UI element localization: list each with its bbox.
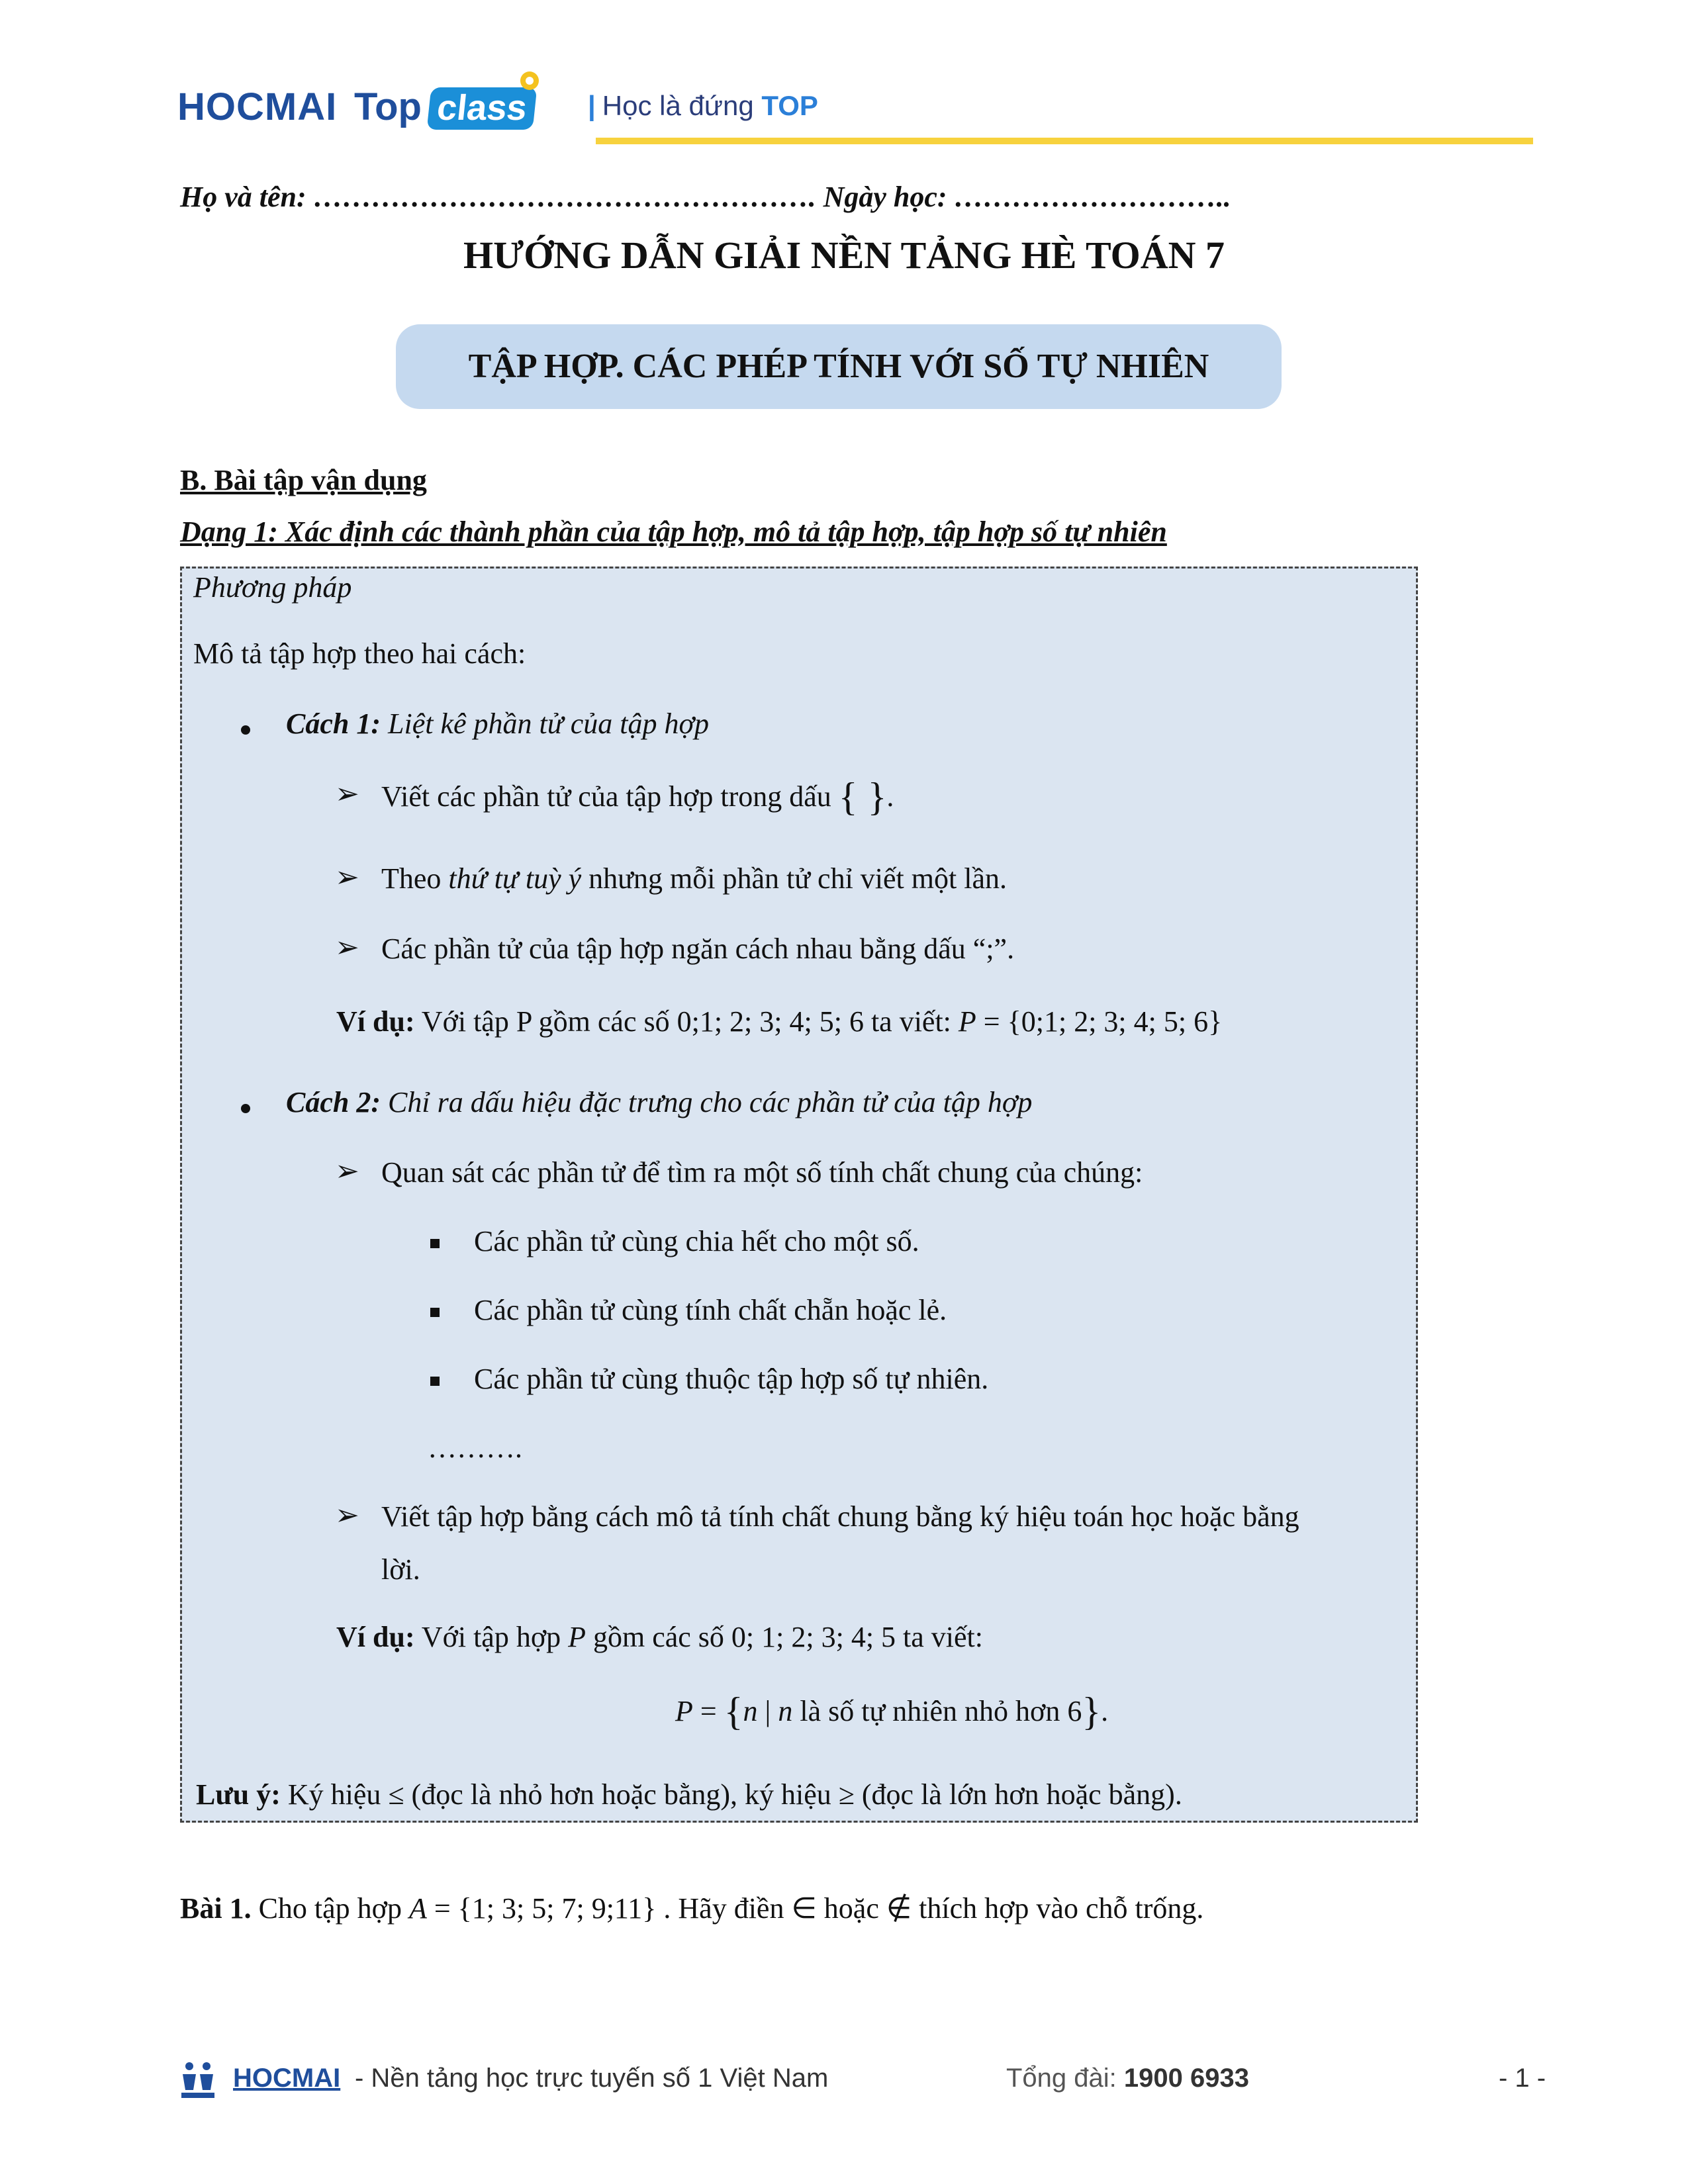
cach2-sub-3: Các phần tử cùng thuộc tập hợp số tự nhiên.: [474, 1363, 989, 1395]
section-heading: B. Bài tập vận dụng: [180, 464, 427, 496]
brand-logo-class-badge: class: [427, 87, 538, 130]
topic-banner: TẬP HỢP. CÁC PHÉP TÍNH VỚI SỐ TỰ NHIÊN: [396, 324, 1282, 409]
bullet-icon: [241, 1104, 250, 1113]
method-heading: Phương pháp: [193, 571, 352, 604]
cach1-item-2: Theo thứ tự tuỳ ý nhưng mỗi phần tử chỉ viết một lần.: [381, 862, 1007, 895]
arrow-bullet-icon: ➢: [335, 777, 359, 811]
footer-hotline: Tổng đài: 1900 6933: [1006, 2064, 1249, 2093]
header-divider: [596, 138, 1533, 144]
square-bullet-icon: [430, 1377, 440, 1386]
footer-tagline: - Nền tảng học trực tuyến số 1 Việt Nam: [355, 2064, 829, 2093]
cach1-item-1: Viết các phần tử của tập hợp trong dấu { }.: [381, 775, 894, 819]
square-bullet-icon: [430, 1239, 440, 1248]
page-number: - 1 -: [1499, 2064, 1546, 2093]
bullet-icon: [241, 725, 250, 735]
cach2-item-2-line2: lời.: [381, 1553, 420, 1586]
document-title: HƯỚNG DẪN GIẢI NỀN TẢNG HÈ TOÁN 7: [463, 234, 1225, 277]
cach2-item-2-line1: Viết tập hợp bằng cách mô tả tính chất chung bằng ký hiệu toán học hoặc bằng: [381, 1500, 1299, 1533]
logo-star-icon: [520, 71, 539, 90]
square-bullet-icon: [430, 1308, 440, 1317]
arrow-bullet-icon: ➢: [335, 860, 359, 894]
method-cach2: Cách 2: Chỉ ra dấu hiệu đặc trưng cho các phần tử của tập hợp: [286, 1086, 1033, 1118]
example-2: Ví dụ: Với tập hợp P gồm các số 0; 1; 2; 3; 4; 5 ta viết:: [336, 1621, 983, 1653]
note: Lưu ý: Ký hiệu ≤ (đọc là nhỏ hơn hoặc bằng), ký hiệu ≥ (đọc là lớn hơn hoặc bằng).: [196, 1778, 1182, 1811]
exercise-1: Bài 1. Cho tập hợp A = {1; 3; 5; 7; 9;11} . Hãy điền ∈ hoặc ∉ thích hợp vào chỗ trống.: [180, 1892, 1204, 1925]
footer-brand-link[interactable]: HOCMAI: [233, 2064, 341, 2093]
slogan: | Học là đứng TOP: [588, 90, 818, 121]
method-intro: Mô tả tập hợp theo hai cách:: [193, 637, 526, 670]
cach2-sub-2: Các phần tử cùng tính chất chẵn hoặc lẻ.: [474, 1294, 947, 1326]
student-info-line: Họ và tên: ……………………………………………. Ngày học: ………………………..: [180, 181, 1231, 213]
cach2-item-1: Quan sát các phần tử để tìm ra một số tính chất chung của chúng:: [381, 1156, 1143, 1189]
brand-logo-text: HOCMAI: [177, 85, 338, 128]
method-cach1: Cách 1: Liệt kê phần tử của tập hợp: [286, 707, 709, 740]
brand-logo-top: Top: [354, 85, 422, 128]
hocmai-people-icon: [180, 2061, 216, 2099]
arrow-bullet-icon: ➢: [335, 931, 359, 964]
cach1-item-3: Các phần tử của tập hợp ngăn cách nhau bằng dấu “;”.: [381, 933, 1015, 965]
arrow-bullet-icon: ➢: [335, 1154, 359, 1188]
set-builder-formula: P = {n | n là số tự nhiên nhỏ hơn 6}.: [675, 1690, 1109, 1733]
ellipsis: ……….: [428, 1432, 522, 1464]
cach2-sub-1: Các phần tử cùng chia hết cho một số.: [474, 1225, 919, 1257]
arrow-bullet-icon: ➢: [335, 1498, 359, 1532]
exercise-type-heading: Dạng 1: Xác định các thành phần của tập hợp, mô tả tập hợp, tập hợp số tự nhiên: [180, 516, 1167, 548]
example-1: Ví dụ: Với tập P gồm các số 0;1; 2; 3; 4; 5; 6 ta viết: P = {0;1; 2; 3; 4; 5; 6}: [336, 1005, 1223, 1038]
